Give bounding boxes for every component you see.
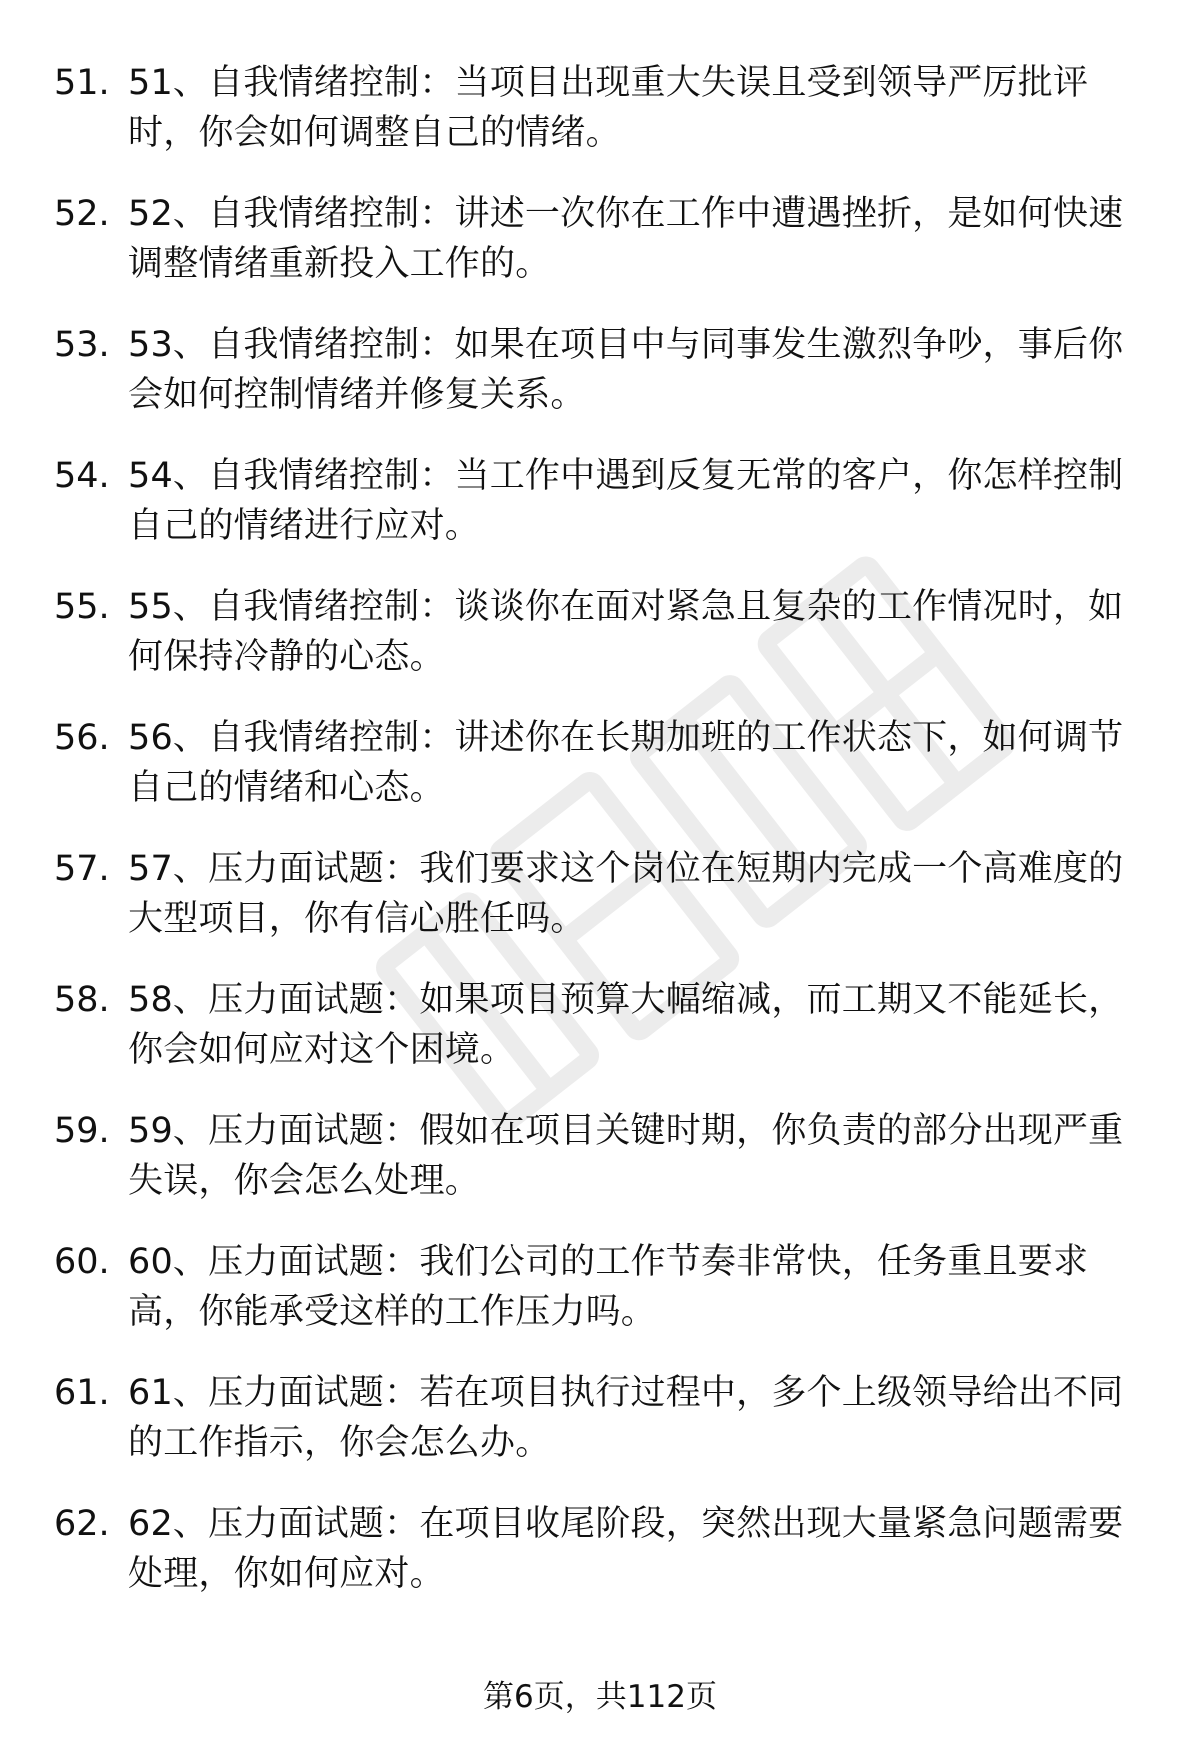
list-item <box>0 320 1200 451</box>
list-item <box>0 975 1200 1106</box>
item-text: 54、自我情绪控制：当工作中遇到反复无常的客户，你怎样控制自己的情绪进行应对。 <box>128 456 1124 546</box>
list-item <box>0 582 1200 713</box>
item-number: 58. <box>54 980 110 1020</box>
item-number: 54. <box>54 456 110 496</box>
list-item <box>0 844 1200 975</box>
item-number: 60. <box>54 1242 110 1282</box>
list-item <box>0 1237 1200 1368</box>
list-item <box>0 1368 1200 1499</box>
item-number: 52. <box>54 194 110 234</box>
item-number: 57. <box>54 849 110 889</box>
list-item <box>0 1499 1200 1630</box>
item-number: 56. <box>54 718 110 758</box>
item-text: 53、自我情绪控制：如果在项目中与同事发生激烈争吵，事后你会如何控制情绪并修复关系。 <box>128 325 1124 415</box>
item-text: 51、自我情绪控制：当项目出现重大失误且受到领导严厉批评时，你会如何调整自己的情绪。 <box>128 63 1089 153</box>
list-item <box>0 58 1200 189</box>
item-text: 56、自我情绪控制：讲述你在长期加班的工作状态下，如何调节自己的情绪和心态。 <box>128 718 1124 808</box>
item-text: 58、压力面试题：如果项目预算大幅缩减，而工期又不能延长，你会如何应对这个困境。 <box>128 980 1124 1070</box>
list-item <box>0 713 1200 844</box>
item-text: 52、自我情绪控制：讲述一次你在工作中遭遇挫折，是如何快速调整情绪重新投入工作的。 <box>128 194 1124 284</box>
item-number: 55. <box>54 587 110 627</box>
item-number: 53. <box>54 325 110 365</box>
item-text: 59、压力面试题：假如在项目关键时期，你负责的部分出现严重失误，你会怎么处理。 <box>128 1111 1124 1201</box>
question-list <box>0 58 1200 1630</box>
page-footer: 第6页，共112页 <box>483 1679 717 1715</box>
item-text: 57、压力面试题：我们要求这个岗位在短期内完成一个高难度的大型项目，你有信心胜任吗。 <box>128 849 1124 939</box>
list-item <box>0 189 1200 320</box>
item-text: 62、压力面试题：在项目收尾阶段，突然出现大量紧急问题需要处理，你如何应对。 <box>128 1504 1124 1594</box>
item-number: 51. <box>54 63 110 103</box>
item-text: 55、自我情绪控制：谈谈你在面对紧急且复杂的工作情况时，如何保持冷静的心态。 <box>128 587 1124 677</box>
item-text: 61、压力面试题：若在项目执行过程中，多个上级领导给出不同的工作指示，你会怎么办。 <box>128 1373 1124 1463</box>
item-number: 62. <box>54 1504 110 1544</box>
list-item <box>0 451 1200 582</box>
item-text: 60、压力面试题：我们公司的工作节奏非常快，任务重且要求高，你能承受这样的工作压力吗。 <box>128 1242 1089 1332</box>
item-number: 61. <box>54 1373 110 1413</box>
item-number: 59. <box>54 1111 110 1151</box>
list-item <box>0 1106 1200 1237</box>
